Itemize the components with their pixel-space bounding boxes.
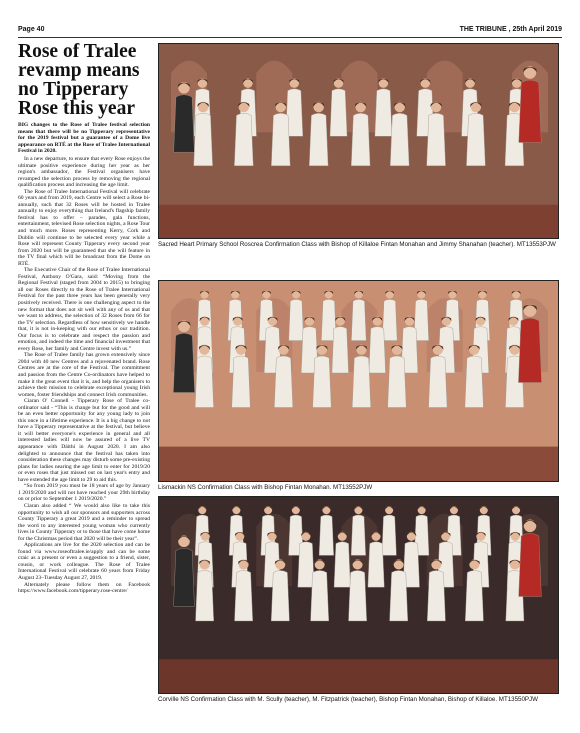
- article-paragraph: In a new departure, to ensure that every Rose enjoys the ultimate positive experience during her year as her region's ambassador, the Festival organisers have revamped the selection process by removing the regional qualification process and increasing the age limit.: [18, 155, 150, 189]
- article-paragraph: Alternately please follow them on Facebook https://www.facebook.com/tipperary.rose-centre/: [18, 581, 150, 595]
- article-paragraph: Ciaran also added “ We would also like to take this opportunity to wish all our sponsors and supporters across County Tipperary a great 2019 and a reminder to spread the word to any interested young woman who currently lives in County Tipperary or to those that have come home for the Christmas period that 2020 will be their year”.: [18, 502, 150, 542]
- page-number: Page 40: [18, 26, 45, 33]
- header-rule: [18, 37, 562, 38]
- article-paragraph: Applications are live for the 2020 selection and can be found via www.roseoftralee.ie/apply and can be some craic as a present or even a suggestion to a friend, sister, cousin, or work colleague. The Rose of Tralee International Festival will celebrate 60 years from Friday August 23–Tuesday August 27, 2019.: [18, 542, 150, 581]
- article-headline: Rose of Tralee revamp means no Tipperary Rose this year: [18, 42, 140, 119]
- photo-lismackin-class: [158, 280, 559, 482]
- article-paragraph: The Rose of Tralee International Festival will celebrate 60 years and from 2019, each Centre will select a Rose bi-annually, such that 32 Roses will be hosted in Tralee annually to enjoy everything that Ireland's flagship family festival has to offer – parades, gala functions, entertainment, televised Rose selection nights, a Rose Tour and much more. Roses representing Kerry, Cork and Dublin will continue to be selected every year while a Rose will represent County Tipperary every second year from 2020 but will be guaranteed that she will feature in the TV final which will be broadcast from the Dome on RTÉ.: [18, 188, 150, 267]
- article-paragraph: Ciaran O' Connell - Tipperary Rose of Tralee co-ordinator said - “This is change but for the good and will be an even better opportunity for any young lady to join this once in a lifetime experience. It is a big change to not have a Tipperary representative at the festival, but believe it will better everyone's experience in general and all interested ladies will now be assured of a live TV appearance with Dáithí in August 2020. I am also delighted to announce that the festival has taken into consideration these changes may disturb some pre-existing plans for ladies nearing the age limit to enter for 2019/20 or even roses that just missed out on last year's entry and have extended the age limit to 29 to aid this.: [18, 398, 150, 483]
- article-paragraph: “So from 2019 you must be 18 years of age by January 1 2019/2020 and will not have reached your 29th birthday on or prior to September 1 2019/2020.”: [18, 483, 150, 503]
- photo-floor: [159, 659, 559, 694]
- photo-caption: Corville NS Confirmation Class with M. Scully (teacher), M. Fitzpatrick (teacher), Bishop Fintan Monahan, Bishop of Killaloe. MT13550PJW: [158, 696, 538, 703]
- article-standfirst: BIG changes to the Rose of Tralee festival selection means that there will be no Tipperary representative for the 2019 festival but a guarantee of a Dome live appearance on RTÉ at the Rose of Tralee International Festival in 2020.: [18, 122, 150, 155]
- photo-caption: Lismackin NS Confirmation Class with Bishop Fintan Monahan. MT13552PJW: [158, 484, 373, 491]
- photo-sacred-heart-class: [158, 43, 559, 239]
- article-column: [18, 42, 150, 732]
- photo-corville-class: [158, 496, 559, 694]
- photo-floor: [159, 447, 559, 482]
- article-paragraph: The Rose of Tralee family has grown extensively since 2004 with 40 new Centres and a rejuvenated brand. Rose Centres are at the core of the Festival. The commitment and passion from the Centre Co-ordinators have helped to make it the great event that it is, and help the organisers to achieve their mission to celebrate exceptional young Irish women, foster friendships and connect Irish communities.: [18, 352, 150, 398]
- paper-date: THE TRIBUNE , 25th April 2019: [459, 26, 562, 33]
- photo-caption: Sacred Heart Primary School Roscrea Confirmation Class with Bishop of Killaloe Fintan Monahan and Jimmy Shanahan (teacher). MT13553PJW: [158, 241, 556, 248]
- article-paragraph: The Executive Chair of the Rose of Tralee International Festival, Anthony O'Gara, said: “Moving from the Regional Festival (staged from 2004 to 2015) to bringing all our Roses directly to the Rose of Tralee International Festival for the past three years has been generally very positively received. There is one challenging aspect to the new format that does not sit well with any of us and that we want to address, the selection of 32 Roses from 66 for the TV selection. Regardless of how sensitively we handle that, it is not in-keeping with our ethos or our tradition. Our focus is to celebrate and respect the passion and emotion, and indeed the time and financial investment that every Rose, her family and Centre invest with us.”: [18, 267, 150, 352]
- photo-floor: [159, 205, 559, 239]
- page-header: [18, 26, 562, 36]
